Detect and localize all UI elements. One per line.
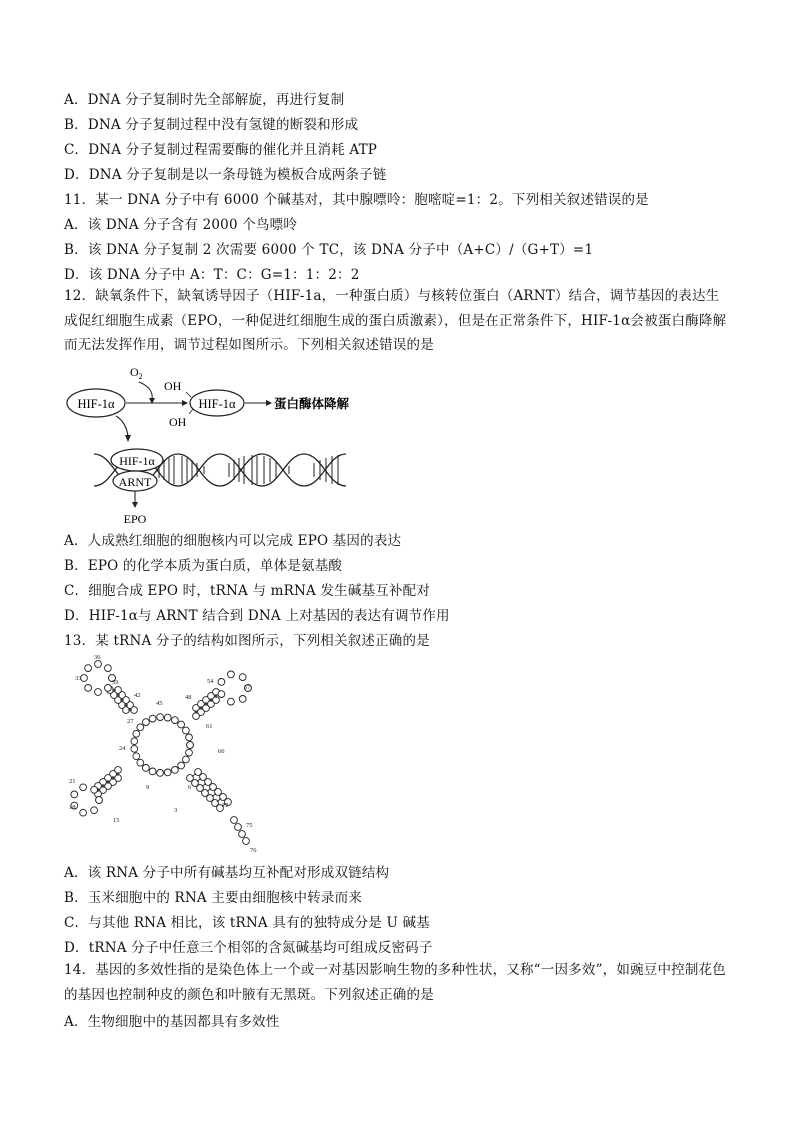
trna-position-number: 24: [119, 745, 126, 752]
q11-stem: 11．某一 DNA 分子中有 6000 个碱基对，其中腺嘌呤：胞嘧啶=1：2。下列相关叙述错误的是: [64, 192, 649, 208]
q14-option-a: A．生物细胞中的基因都具有多效性: [64, 1014, 280, 1030]
trna-position-number: 27: [127, 718, 134, 725]
trna-position-numbers: [69, 654, 257, 854]
trna-position-number: 72: [222, 802, 229, 809]
trna-position-number: 45: [156, 700, 163, 707]
trna-position-number: 54: [207, 678, 214, 685]
q12-stem: 12．缺氧条件下，缺氧诱导因子（HIF-1a，一种蛋白质）与核转位蛋白（ARNT）结合，调节基因的表达生成促红细胞生成素（EPO，一种促进红细胞生成的蛋白质激素），但是在正常条件下，HIF-1α会被蛋白酶降解而无法发挥作用，调节过程如图所示。下列相关叙述错误的是: [64, 288, 727, 353]
nucleotide-bead: [149, 715, 156, 722]
q12-option-a: A．人成熟红细胞的细胞核内可以完成 EPO 基因的表达: [64, 533, 402, 549]
o2-label: $O_2$: [130, 365, 143, 381]
nucleotide-bead: [131, 745, 138, 752]
q12-option-c: C．细胞合成 EPO 时，tRNA 与 mRNA 发生碱基互补配对: [64, 583, 431, 599]
base-pair-line: [217, 799, 221, 802]
trna-position-number: 3: [174, 807, 178, 814]
hif-1a-hydroxylated-label: HIF-1α: [198, 397, 236, 411]
dna-base-pairs: [159, 455, 338, 485]
q11-option-b: B．该 DNA 分子复制 2 次需要 6000 个 TC，该 DNA 分子中（A+C）/（G+T）=1: [64, 242, 594, 258]
nucleotide-bead: [186, 734, 193, 741]
nucleotide-bead: [228, 671, 235, 678]
oh-top-label: OH: [164, 379, 182, 393]
nucleotide-bead: [105, 685, 112, 692]
q13-stem: 13．某 tRNA 分子的结构如图所示，下列相关叙述正确的是: [64, 633, 430, 649]
trna-position-number: 18: [69, 804, 76, 811]
nucleotide-bead: [149, 768, 156, 775]
nucleotide-bead: [95, 661, 102, 668]
nucleotide-bead: [137, 724, 144, 731]
nucleotide-bead: [243, 838, 250, 845]
nucleotide-bead: [218, 679, 225, 686]
q10-option-a: A．DNA 分子复制时先全部解旋，再进行复制: [64, 92, 345, 108]
base-pair-line: [197, 779, 201, 782]
q12-option-b: B．EPO 的化学本质为蛋白质，单体是氨基酸: [64, 558, 343, 574]
trna-position-number: 39: [112, 679, 119, 686]
nucleotide-bead: [178, 762, 185, 769]
arnt-label: ARNT: [118, 475, 152, 489]
q11-option-a: A．该 DNA 分子含有 2000 个鸟嘌呤: [64, 217, 298, 233]
q13-option-b: B．玉米细胞中的 RNA 主要由细胞核中转录而来: [64, 890, 363, 906]
nucleotide-bead: [164, 714, 171, 721]
hif-epo-diagram: [64, 362, 364, 531]
q13-option-c: C．与其他 RNA 相比，该 tRNA 具有的独特成分是 U 碱基: [64, 915, 430, 931]
nucleotide-bead: [71, 791, 78, 798]
hif-1a-bound-label: HIF-1α: [119, 454, 155, 468]
trna-position-number: 42: [134, 692, 141, 699]
trna-position-number: 6: [188, 784, 192, 791]
trna-position-number: 61: [206, 723, 213, 730]
q10-option-d: D．DNA 分子复制是以一条母链为模板合成两条子链: [64, 167, 387, 183]
q14-stem: 14．基因的多效性指的是染色体上一个或一对基因影响生物的多种性状，又称“一因多效”，如豌豆中控制花色的基因也控制种皮的颜色和叶腋有无黑斑。下列叙述正确的是: [64, 962, 726, 1003]
nucleotide-bead: [85, 665, 92, 672]
nucleotide-bead: [137, 759, 144, 766]
nucleotide-bead: [95, 689, 102, 696]
trna-position-number: 66: [218, 748, 225, 755]
trna-position-number: 75: [246, 822, 253, 829]
nucleotide-bead: [133, 730, 140, 737]
trna-position-number: 15: [113, 817, 120, 824]
q12-option-d: D．HIF-1α与 ARNT 结合到 DNA 上对基因的表达有调节作用: [64, 608, 450, 624]
nucleotide-bead: [133, 753, 140, 760]
base-pair-line: [207, 789, 211, 792]
nucleotide-bead: [143, 765, 150, 772]
trna-position-number: 48: [185, 694, 192, 701]
nucleotide-bead: [239, 831, 246, 838]
epo-label: EPO: [123, 512, 147, 526]
nucleotide-bead: [80, 784, 87, 791]
nucleotide-bead: [85, 685, 92, 692]
nucleotide-bead: [157, 714, 164, 721]
q10-option-b: B．DNA 分子复制过程中没有氢键的断裂和形成: [64, 117, 359, 133]
nucleotide-bead: [80, 809, 87, 816]
nucleotide-bead: [91, 807, 98, 814]
trna-position-number: 9: [146, 784, 150, 791]
nucleotide-bead: [172, 767, 179, 774]
nucleotide-bead: [228, 698, 235, 705]
base-pair-line: [212, 794, 216, 797]
nucleotide-bead: [157, 770, 164, 777]
nucleotide-bead: [183, 727, 190, 734]
base-pair-line: [202, 784, 206, 787]
q11-option-d: D．该 DNA 分子中 A：T：C：G=1：1：2：2: [64, 267, 360, 283]
oh-bottom-label: OH: [169, 415, 187, 429]
trna-position-number: 57: [244, 684, 251, 691]
nucleotide-bead: [105, 665, 112, 672]
nucleotide-bead: [231, 817, 238, 824]
q13-option-d: D．tRNA 分子中任意三个相邻的含氮碱基均可组成反密码子: [64, 940, 433, 956]
trna-position-number: 33: [75, 675, 82, 682]
trna-position-number: 36: [94, 654, 101, 661]
nucleotide-bead: [239, 696, 246, 703]
nucleotide-bead: [81, 675, 88, 682]
nucleotide-bead: [239, 674, 246, 681]
hif-1a-label: HIF-1α: [77, 397, 115, 411]
trna-position-number: 76: [250, 847, 257, 854]
q13-option-a: A．该 RNA 分子中所有碱基均互补配对形成双链结构: [64, 865, 390, 881]
nucleotide-bead: [164, 769, 171, 776]
nucleotide-bead: [143, 719, 150, 726]
nucleotide-bead: [178, 721, 185, 728]
nucleotide-bead: [235, 824, 242, 831]
nucleotide-bead: [187, 742, 194, 749]
base-pair-line: [192, 774, 196, 777]
nucleotide-bead: [96, 797, 103, 804]
trna-position-number: 21: [69, 778, 76, 785]
nucleotide-bead: [186, 749, 193, 756]
q10-option-c: C．DNA 分子复制过程需要酶的催化并且消耗 ATP: [64, 142, 378, 158]
proteasome-degradation-label: 蛋白酶体降解: [274, 397, 350, 411]
nucleotide-bead: [91, 786, 98, 793]
trna-structure-diagram: [64, 652, 269, 861]
nucleotide-bead: [172, 717, 179, 724]
nucleotide-bead: [131, 738, 138, 745]
nucleotide-bead: [218, 691, 225, 698]
nucleotide-bead: [183, 756, 190, 763]
